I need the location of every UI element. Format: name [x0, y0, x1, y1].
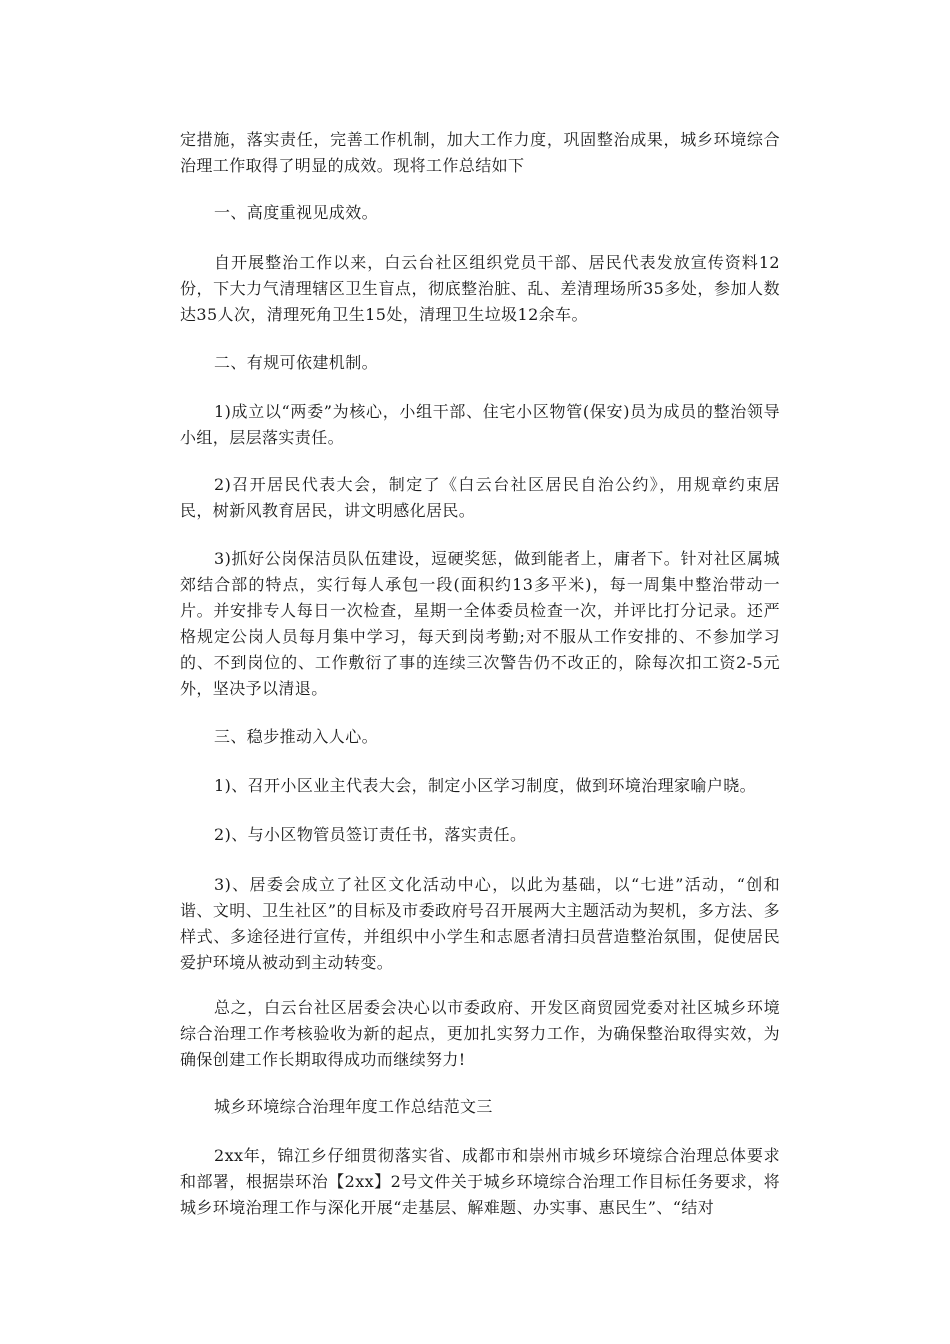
section-3-item-1: 1)、召开小区业主代表大会，制定小区学习制度，做到环境治理家喻户晓。 — [214, 776, 757, 795]
intro-paragraph: 定措施，落实责任，完善工作机制，加大工作力度，巩固整治成果，城乡环境综合治理工作取得了明显的成效。现将工作总结如下 — [180, 130, 780, 175]
section-heading-1: 一、高度重视见成效。 — [214, 203, 379, 222]
section-2-item-3: 3)抓好公岗保洁员队伍建设，逗硬奖惩，做到能者上，庸者下。针对社区属城郊结合部的特点，实行每人承包一段(面积约13多平米)，每一周集中整治带动一片。并安排专人每日一次检查，星期一全体委员检查一次，并评比打分记录。还严格规定公岗人员每月集中学习，每天到岗考勤;对不服从工作安排的、不参加学习的、不到岗位的、工作敷衍了事的连续三次警告仍不改正的，除每次扣工资2-5元外，坚决予以清退。 — [180, 549, 780, 698]
article-title-3: 城乡环境综合治理年度工作总结范文三 — [214, 1097, 493, 1116]
section-heading-3: 三、稳步推动入人心。 — [214, 727, 379, 746]
section-3-item-2: 2)、与小区物管员签订责任书，落实责任。 — [214, 825, 527, 844]
conclusion-paragraph: 总之，白云台社区居委会决心以市委政府、开发区商贸园党委对社区城乡环境综合治理工作考核验收为新的起点，更加扎实努力工作，为确保整治取得实效，为确保创建工作长期取得成功而继续努力! — [180, 998, 780, 1069]
section-2-item-1: 1)成立以“两委”为核心，小组干部、住宅小区物管(保安)员为成员的整治领导小组，层层落实责任。 — [180, 402, 780, 447]
section-2-item-2: 2)召开居民代表大会，制定了《白云台社区居民自治公约》，用规章约束居民，树新风教育居民，讲文明感化居民。 — [180, 475, 780, 520]
section-3-item-3: 3)、居委会成立了社区文化活动中心，以此为基础，以“七进”活动，“创和谐、文明、卫生社区”的目标及市委政府号召开展两大主题活动为契机，多方法、多样式、多途径进行宣传，并组织中小学生和志愿者清扫员营造整治氛围，促使居民爱护环境从被动到主动转变。 — [180, 875, 780, 972]
section-1-paragraph: 自开展整治工作以来，白云台社区组织党员干部、居民代表发放宣传资料12份，下大力气清理辖区卫生盲点，彻底整治脏、乱、差清理场所35多处，参加人数达35人次，清理死角卫生15处，清理卫生垃圾12余车。 — [180, 253, 780, 324]
article-3-opening-paragraph: 2xx年，锦江乡仔细贯彻落实省、成都市和崇州市城乡环境综合治理总体要求和部署，根据崇环治【2xx】2号文件关于城乡环境综合治理工作目标任务要求，将城乡环境治理工作与深化开展“走基层、解难题、办实事、惠民生”、“结对 — [180, 1146, 780, 1217]
section-heading-2: 二、有规可依建机制。 — [214, 353, 379, 372]
